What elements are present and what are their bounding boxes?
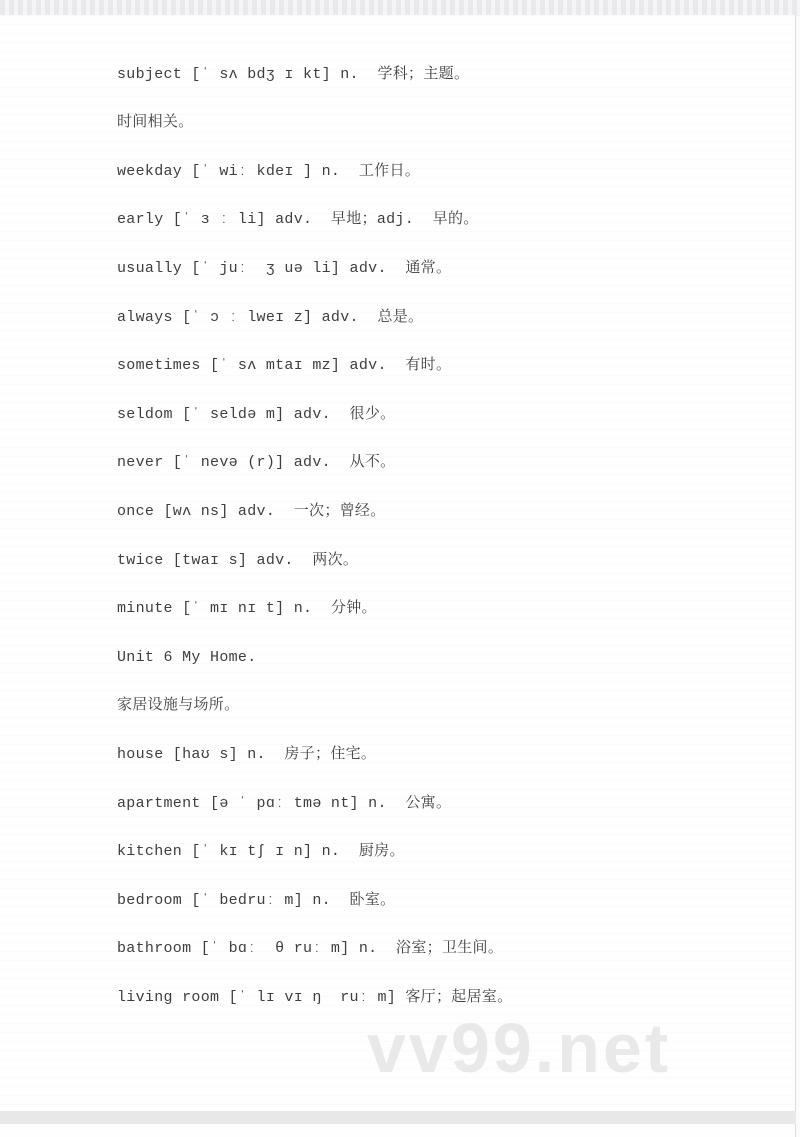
vocabulary-list (0, 15, 795, 1023)
vocab-line-apartment: apartment [ə ˈ pɑː tmə nt] n. 公寓。 (117, 794, 452, 812)
vocab-line-living-room: living room [ˈ lɪ vɪ ŋ ruː m] 客厅；起居室。 (117, 988, 513, 1006)
vocab-line-minute: minute [ˈ mɪ nɪ t] n. 分钟。 (117, 600, 377, 618)
vocab-line-bedroom: bedroom [ˈ bedruː m] n. 卧室。 (117, 891, 396, 909)
page-gap-bottom (0, 1111, 796, 1124)
vocab-line-house: house [haʊ s] n. 房子；住宅。 (117, 746, 377, 763)
vocab-line-weekday: weekday [ˈ wiː kdeɪ ] n. 工作日。 (117, 162, 421, 180)
section-label-time: 时间相关。 (117, 114, 194, 132)
section-label-home: 家居设施与场所。 (117, 697, 240, 715)
vocab-line-twice: twice [twaɪ s] adv. 两次。 (117, 551, 359, 569)
vocab-line-seldom: seldom [ˈ seldə m] adv. 很少。 (117, 405, 396, 423)
page-gap-top (0, 0, 800, 16)
vocab-line-kitchen: kitchen [ˈ kɪ tʃ ɪ n] n. 厨房。 (117, 843, 405, 861)
next-page-top-sliver (0, 1124, 796, 1137)
vocab-line-sometimes: sometimes [ˈ sʌ mtaɪ mz] adv. 有时。 (117, 357, 452, 375)
site-watermark: vv99.net (367, 1009, 672, 1087)
vocab-line-always: always [ˈ ɔ ː lweɪ z] adv. 总是。 (117, 308, 424, 326)
vocab-line-usually: usually [ˈ juː ʒ uə li] adv. 通常。 (117, 260, 452, 278)
vocab-line-never: never [ˈ nevə (r)] adv. 从不。 (117, 454, 396, 472)
vocab-line-once: once [wʌ ns] adv. 一次；曾经。 (117, 503, 386, 521)
vocab-line-early: early [ˈ ɜ ː li] adv. 早地；adj. 早的。 (117, 211, 479, 229)
document-page (0, 15, 796, 1111)
vocab-line-bathroom: bathroom [ˈ bɑː θ ruː m] n. 浴室；卫生间。 (117, 940, 504, 958)
vocab-line-subject: subject [ˈ sʌ bdʒ ɪ kt] n. 学科；主题。 (117, 65, 470, 83)
unit-heading: Unit 6 My Home. (117, 648, 257, 666)
